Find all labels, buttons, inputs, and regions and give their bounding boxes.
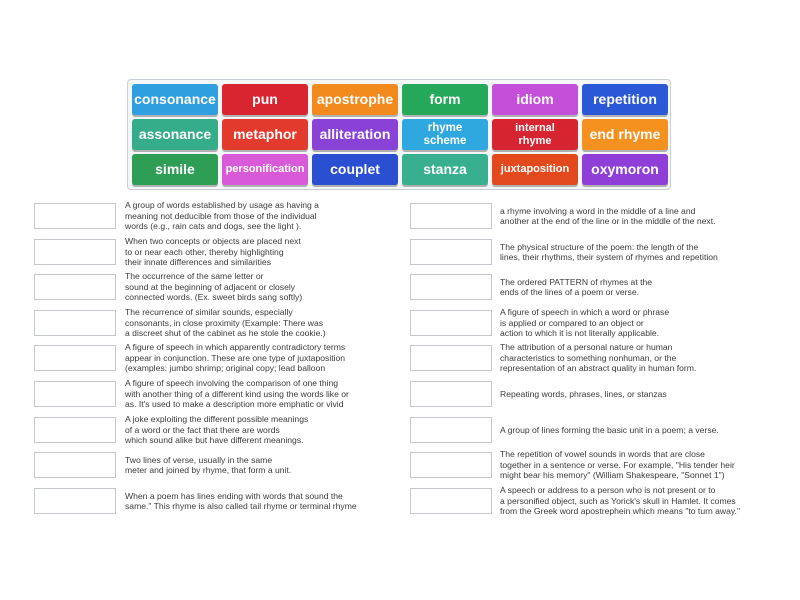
tile-oxymoron[interactable]: oxymoron xyxy=(582,154,668,185)
right_clues-drop-zone[interactable] xyxy=(410,452,492,478)
left_clues-drop-zone[interactable] xyxy=(34,417,116,443)
left_clues-clue-text: A figure of speech involving the comparison of one thing with another thing of a different kind using the words like or as. It's used to make a description more emphatic or vivid xyxy=(125,378,349,410)
right_clues-drop-zone[interactable] xyxy=(410,417,492,443)
tile-apostrophe[interactable]: apostrophe xyxy=(312,84,398,115)
right_clues-clue-text: a rhyme involving a word in the middle of a line and another at the end of the line or in the middle of the next. xyxy=(500,205,716,226)
tile-couplet[interactable]: couplet xyxy=(312,154,398,185)
tile-alliteration[interactable]: alliteration xyxy=(312,119,398,150)
tile-simile[interactable]: simile xyxy=(132,154,218,185)
right_clues-clue-text: A speech or address to a person who is not present or to a personified object, such as Yorick's skull in Hamlet. It comes from the Greek word apostrephein which means "to turn away." xyxy=(500,485,740,517)
left_clues-drop-zone[interactable] xyxy=(34,345,116,371)
right_clues-clue-text: The repetition of vowel sounds in words that are close together in a sentence or verse. For example, "His tender heir might bear his memory" (William Shakespeare, "Sonnet 1") xyxy=(500,449,735,481)
tile-metaphor[interactable]: metaphor xyxy=(222,119,308,150)
left_clues-clue-text: The occurrence of the same letter or sound at the beginning of adjacent or closely connected words. (Ex. sweet birds sang softly) xyxy=(125,271,303,303)
tile-idiom[interactable]: idiom xyxy=(492,84,578,115)
right_clues-clue-text: The ordered PATTERN of rhymes at the ends of the lines of a poem or verse. xyxy=(500,276,653,297)
right_clues-clue-text: Repeating words, phrases, lines, or stanzas xyxy=(500,388,667,399)
right_clues-clue-text: The attribution of a personal nature or human characteristics to something nonhuman, or the representation of an abstract quality in human form. xyxy=(500,342,697,374)
tile-repetition[interactable]: repetition xyxy=(582,84,668,115)
right_clues-drop-zone[interactable] xyxy=(410,274,492,300)
left_clues-drop-zone[interactable] xyxy=(34,452,116,478)
left_clues-clue-text: A group of words established by usage as having a meaning not deducible from those of the individual words (e.g., rain cats and dogs, see the light ). xyxy=(125,200,319,232)
right_clues-drop-zone[interactable] xyxy=(410,381,492,407)
left_clues-drop-zone[interactable] xyxy=(34,488,116,514)
left_clues-clue-text: A figure of speech in which apparently contradictory terms appear in conjunction. These are one type of juxtaposition (examples: jumbo shrimp; original copy; lead balloon xyxy=(125,342,346,374)
right_clues-drop-zone[interactable] xyxy=(410,345,492,371)
left_clues-drop-zone[interactable] xyxy=(34,310,116,336)
left_clues-clue-text: The recurrence of similar sounds, especially consonants, in close proximity (Example: There was a discreet shut of the cabinet as he stole the cookie.) xyxy=(125,307,326,339)
tile-end-rhyme[interactable]: end rhyme xyxy=(582,119,668,150)
left_clues-drop-zone[interactable] xyxy=(34,239,116,265)
tile-pun[interactable]: pun xyxy=(222,84,308,115)
tile-assonance[interactable]: assonance xyxy=(132,119,218,150)
left_clues-drop-zone[interactable] xyxy=(34,381,116,407)
tile-form[interactable]: form xyxy=(402,84,488,115)
right_clues-drop-zone[interactable] xyxy=(410,488,492,514)
tile-internal-rhyme[interactable]: internal rhyme xyxy=(492,119,578,150)
tile-stanza[interactable]: stanza xyxy=(402,154,488,185)
right_clues-clue-text: A figure of speech in which a word or phrase is applied or compared to an object or action to which it is not literally applicable. xyxy=(500,307,670,339)
right_clues-drop-zone[interactable] xyxy=(410,310,492,336)
right_clues-drop-zone[interactable] xyxy=(410,239,492,265)
left_clues-clue-text: A joke exploiting the different possible meanings of a word or the fact that there are words which sound alike but have different meanings. xyxy=(125,414,309,446)
right_clues-clue-text: A group of lines forming the basic unit in a poem; a verse. xyxy=(500,424,719,435)
tile-personification[interactable]: personification xyxy=(222,154,308,185)
right_clues-clue-text: The physical structure of the poem: the length of the lines, their rhythms, their system of rhymes and repetition xyxy=(500,241,718,262)
right_clues-drop-zone[interactable] xyxy=(410,203,492,229)
left_clues-drop-zone[interactable] xyxy=(34,203,116,229)
tile-juxtaposition[interactable]: juxtaposition xyxy=(492,154,578,185)
tile-consonance[interactable]: consonance xyxy=(132,84,218,115)
left_clues-clue-text: When a poem has lines ending with words that sound the same." This rhyme is also called tail rhyme or terminal rhyme xyxy=(125,490,357,511)
tile-rhyme-scheme[interactable]: rhyme scheme xyxy=(402,119,488,150)
left_clues-drop-zone[interactable] xyxy=(34,274,116,300)
left_clues-clue-text: Two lines of verse, usually in the same meter and joined by rhyme, that form a unit. xyxy=(125,454,292,475)
left_clues-clue-text: When two concepts or objects are placed next to or near each other, thereby highlighting their innate differences and similarities xyxy=(125,236,301,268)
